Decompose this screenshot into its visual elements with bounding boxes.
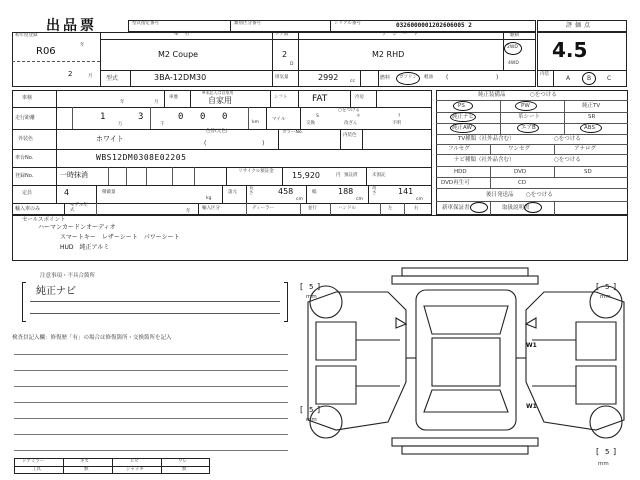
recycle-label: リサイクル預託金 xyxy=(238,169,274,174)
equip-navi-circle xyxy=(450,112,476,122)
legend-value: ジャッキ xyxy=(126,467,144,472)
mileage-digit: 0 xyxy=(222,112,228,122)
equip-aw-circle xyxy=(450,123,476,133)
chassis-label: 車台No. xyxy=(15,155,34,161)
inspector-label: 検査員記入欄：修復歴「有」の場合は修復箇所・交換箇所を記入 xyxy=(12,335,172,341)
tire-bracket-fr: [ xyxy=(596,282,600,291)
recycle-value: 15,920 xyxy=(292,171,320,180)
shift-label: シフト xyxy=(274,95,288,100)
displacement-label: 排気量 xyxy=(275,75,289,80)
model-label: 型式 xyxy=(106,75,119,82)
equip-warranty-circle xyxy=(470,202,488,213)
sheet-title: 出品票 xyxy=(46,18,97,34)
sales-point-line: ハーマンカードンオーディオ xyxy=(38,224,116,231)
class-label: 類別区分番号 xyxy=(234,21,261,26)
load-label: 積載量 xyxy=(102,190,116,195)
first-reg-month: 2 xyxy=(68,70,73,78)
usage-value: 自家用 xyxy=(208,96,232,105)
score-label: 評価点 xyxy=(566,22,594,29)
tire-depth-fr: 5 xyxy=(605,283,610,291)
color-value: ホワイト xyxy=(96,135,124,143)
color-no-label: カラーNo. xyxy=(282,130,303,135)
car-name-label: 車名 xyxy=(174,32,195,37)
model-value: 3BA-12DM30 xyxy=(154,73,207,82)
model-cert-label: 型式指定番号 xyxy=(132,21,159,26)
doors-value: 2 xyxy=(282,50,288,59)
ac-label: 冷房 xyxy=(355,95,364,100)
dims-label: 諸元 xyxy=(228,190,237,195)
fuel-light-oil: 軽油 xyxy=(424,75,433,80)
capacity-value: 4 xyxy=(64,188,70,197)
reg-value: 一時抹消 xyxy=(60,171,88,179)
equip-abs-circle xyxy=(580,123,602,133)
first-reg-era: R06 xyxy=(36,46,56,57)
tire-bracket-rl: [ xyxy=(300,405,304,414)
caution-label: 注意事項・不具合箇所 xyxy=(40,273,96,279)
sales-point-line: HUD 純正アルミ xyxy=(60,244,110,251)
doors-label: ドア数 xyxy=(275,32,289,37)
damage-mark: W1 xyxy=(526,403,537,410)
mile-label: マイル xyxy=(272,117,286,122)
import-class-label: 輸入区分 xyxy=(202,206,220,211)
serial-label: シリアル番号 xyxy=(334,21,361,26)
length-value: 458 xyxy=(278,187,294,196)
capacity-label: 定員 xyxy=(22,190,33,196)
width-value: 188 xyxy=(338,187,354,196)
tire-depth-fl: 5 xyxy=(309,283,314,291)
tire-depth-rl: 5 xyxy=(309,406,314,414)
score-value: 4.5 xyxy=(552,38,588,62)
interior-b-circle xyxy=(582,72,596,85)
height-value: 141 xyxy=(398,187,414,196)
interior-label: 内装 xyxy=(540,72,549,77)
tire-bracket-rr: [ xyxy=(596,447,600,456)
usage-label: 車歴 xyxy=(169,95,178,100)
interior-color-label: 内装色 xyxy=(343,133,357,138)
chassis-value: WBS12DM0308E02205 xyxy=(96,153,187,162)
equip-airbag-circle xyxy=(517,123,539,133)
tire-bracket-fl: [ xyxy=(300,282,304,291)
fuel-gasoline: ガソリン xyxy=(399,75,417,80)
color-label: 外装色 xyxy=(18,136,34,142)
mileage-digit: 0 xyxy=(200,112,206,122)
car-diagram xyxy=(296,262,636,480)
caution-text: 純正ナビ xyxy=(36,286,76,297)
recycle-paid: 預託済 xyxy=(344,173,358,178)
car-name-value: M2 Coupe xyxy=(158,50,199,59)
first-reg-label: 初年度登録 xyxy=(15,33,38,38)
tire-depth-rr: 5 xyxy=(605,448,610,456)
legend-value: 工具 xyxy=(32,467,41,472)
equip-manual-circle xyxy=(524,202,542,213)
mileage-digit: 1 xyxy=(100,112,106,122)
legend-header: ワレ xyxy=(178,459,187,464)
recycle-unpaid: 未預託 xyxy=(372,173,386,178)
mileage-label: 走行距離 xyxy=(15,115,36,121)
drive-4wd: 4WD xyxy=(508,61,519,66)
mileage-digit: 3 xyxy=(138,112,144,122)
serial-number: 0326000001202606005 2 xyxy=(396,22,472,29)
grade-label: グレード xyxy=(382,32,424,37)
legend-header: ドアミラー xyxy=(22,459,45,464)
mileage-digit: 0 xyxy=(178,112,184,122)
displacement-value: 2992 xyxy=(318,73,339,82)
equip-ps-circle xyxy=(453,101,473,111)
sales-point-line: スマートキー レザーシート パワーシート xyxy=(60,234,180,241)
grade-value: M2 RHD xyxy=(372,50,405,59)
shift-value: FAT xyxy=(312,94,328,104)
equip-pw-circle xyxy=(515,101,537,111)
legend-value: 無 xyxy=(84,467,89,472)
equipment-title: 純正装備品 xyxy=(478,92,506,98)
import-only-label: 輸入車のみ xyxy=(15,206,41,212)
drive-label: 駆動 xyxy=(510,33,519,38)
legend-value: 無 xyxy=(182,467,187,472)
legend-header: ヒビ xyxy=(130,459,139,464)
damage-mark: W1 xyxy=(526,342,537,349)
legend-header: キズ xyxy=(80,459,89,464)
drive-2wd: 2WD xyxy=(507,45,518,50)
sales-point-label: セールスポイント xyxy=(22,217,66,223)
reg-label: 登録No. xyxy=(15,173,34,179)
fuel-label: 燃料 xyxy=(380,75,391,81)
inspection-label: 車検 xyxy=(22,95,33,101)
